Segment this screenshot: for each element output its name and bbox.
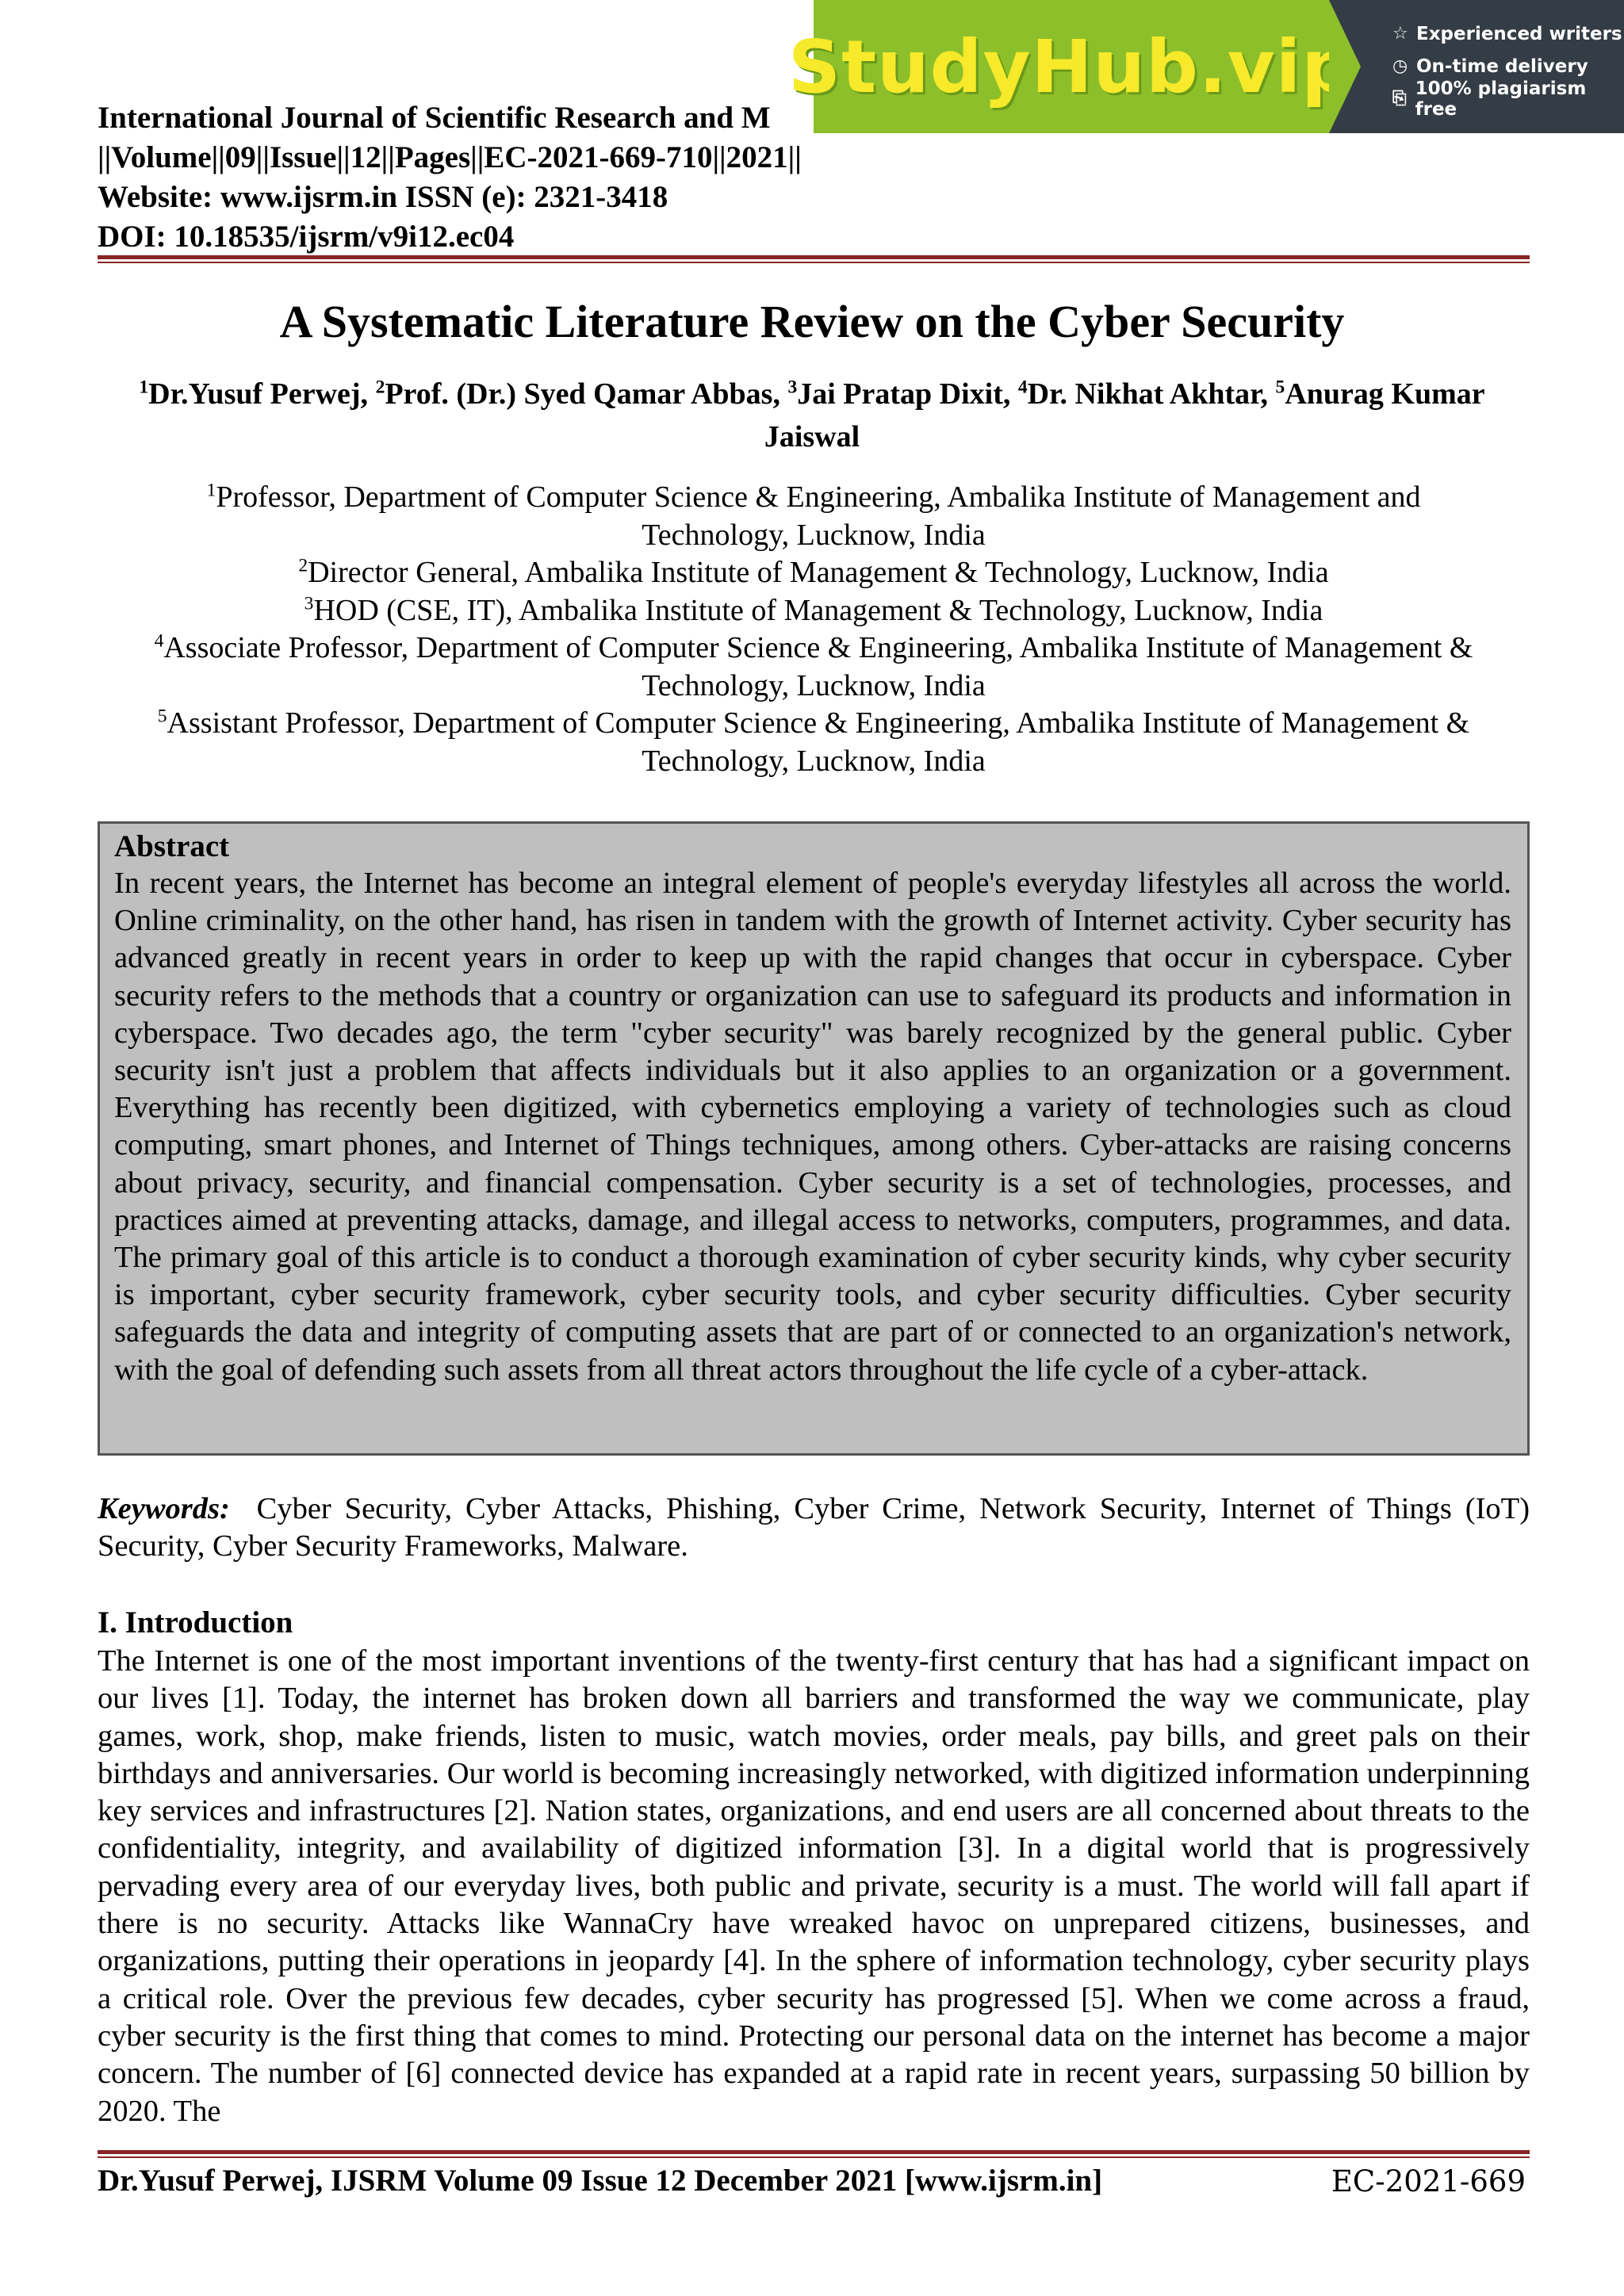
introduction-paragraph: The Internet is one of the most important inventions of the twenty-first century that has had a significant impact on our lives [1]. Today, the internet has broken down all barriers and transformed the way we communicate, play games, work, shop, make friends, listen to music, watch movies, order meals, pay bills, and greet pals on their birthdays and anniversaries. Our world is becoming increasingly networked, with digitized information underpinning key services and infrastructures [2]. Nation states, organizations, and end users are all concerned about threats to the confidentiality, integrity, and availability of digitized information [3]. In a digital world that is progressively pervading every area of our everyday lives, both public and private, security is a must. The world will fall apart if there is no security. Attacks like WannaCry have wreaked havoc on unprepared citizens, businesses, and organizations, putting their operations in jeopardy [4]. In the sphere of information technology, cyber security plays a critical role. Over the previous few decades, cyber security has progressed [5]. When we come across a fraud, cyber security is the first thing that comes to mind. Protecting our personal data on the internet has become a major concern. The number of [6] connected device has expanded at a rapid rate in recent years, surpassing 50 billion by 2020. The xyxy=(98,1644,1530,2128)
affiliation-text: Director General, Ambalika Institute of Management & Technology, Lucknow, India xyxy=(308,556,1329,589)
journal-doi: DOI: 10.18535/ijsrm/v9i12.ec04 xyxy=(98,220,515,254)
banner-feature-label: Experienced writers xyxy=(1416,23,1622,44)
banner-chevron xyxy=(1329,0,1361,133)
banner-feature xyxy=(1392,78,1624,120)
journal-website: Website: www.ijsrm.in ISSN (e): 2321-3418 xyxy=(98,180,668,214)
affiliation xyxy=(98,705,1530,780)
footer-rule xyxy=(98,2150,1530,2154)
journal-volume: ||Volume||09||Issue||12||Pages||EC-2021-669-710||2021|| xyxy=(98,140,802,174)
studyhub-logo[interactable] xyxy=(787,0,1355,133)
author-name: Dr.Yusuf Perwej, xyxy=(148,377,376,411)
introduction-body xyxy=(98,1643,1530,2130)
footer-page-id: EC-2021-669 xyxy=(1331,2164,1526,2198)
banner-feature-label: On-time delivery xyxy=(1416,55,1588,77)
author-name: Anurag Kumar Jaiswal xyxy=(764,377,1485,453)
keywords-label: Keywords: xyxy=(98,1492,230,1525)
author-number: 1 xyxy=(139,377,149,398)
author-name: Prof. (Dr.) Syed Qamar Abbas, xyxy=(385,377,788,411)
author-number: 3 xyxy=(787,377,798,398)
author-name: Dr. Nikhat Akhtar, xyxy=(1027,377,1276,411)
affiliation-number: 1 xyxy=(206,480,216,501)
studyhub-banner[interactable] xyxy=(787,0,1624,133)
affiliation-list xyxy=(98,479,1530,780)
banner-feature-label: 100% plagiarism free xyxy=(1415,78,1587,120)
author-number: 4 xyxy=(1017,377,1028,398)
keywords-text: Cyber Security, Cyber Attacks, Phishing, Cyber Crime, Network Security, Internet of Things (IoT) Security, Cyber Security Frameworks, Malware. xyxy=(98,1492,1530,1563)
section-heading: I. Introduction xyxy=(98,1605,293,1640)
paper-title: A Systematic Literature Review on the Cyber Security xyxy=(279,296,1345,347)
affiliation-number: 3 xyxy=(304,592,314,614)
affiliation-number: 2 xyxy=(298,555,308,576)
keywords xyxy=(98,1490,1530,1565)
author-list xyxy=(111,373,1513,458)
affiliation xyxy=(98,629,1530,705)
footer-citation: Dr.Yusuf Perwej, IJSRM Volume 09 Issue 12 December 2021 [www.ijsrm.in] xyxy=(98,2164,1103,2198)
abstract-heading: Abstract xyxy=(114,829,230,863)
affiliation-number: 5 xyxy=(157,706,167,727)
header-rule xyxy=(98,255,1530,259)
abstract-box xyxy=(98,821,1530,1456)
affiliation-text: Professor, Department of Computer Science & Engineering, Ambalika Institute of Management and Technology, Lucknow, India xyxy=(216,480,1421,552)
affiliation xyxy=(98,554,1530,592)
clock-icon: ◷ xyxy=(1392,56,1408,76)
document-icon: ⎘ xyxy=(1392,89,1407,109)
journal-header xyxy=(98,98,802,257)
abstract-body: In recent years, the Internet has become an integral element of people's everyday lifestyles all across the world. Online criminality, on the other hand, has risen in tandem with the growth of Internet activity. Cyber security has advanced greatly in recent years in order to keep up with the rapid changes that occur in cyberspace. Cyber security refers to the methods that a country or organization can use to safeguard its products and information in cyberspace. Two decades ago, the term "cyber security" was barely recognized by the general public. Cyber security isn't just a problem that affects individuals but it also applies to an organization or a government. Everything has recently been digitized, with cybernetics employing a variety of technologies such as cloud computing, smart phones, and Internet of Things techniques, among others. Cyber-attacks are raising concerns about privacy, security, and financial compensation. Cyber security is a set of technologies, processes, and practices aimed at preventing attacks, damage, and illegal access to networks, computers, programmes, and data. The primary goal of this article is to conduct a thorough examination of cyber security kinds, why cyber security is important, cyber security framework, cyber security tools, and cyber security difficulties. Cyber security safeguards the data and integrity of computing assets that are part of or connected to an organization's network, with the goal of defending such assets from all threat actors throughout the life cycle of a cyber-attack. xyxy=(114,867,1511,1387)
footer-rule-thin xyxy=(98,2156,1530,2158)
affiliation xyxy=(98,592,1530,630)
affiliation-text: Associate Professor, Department of Computer Science & Engineering, Ambalika Institute of Management & Technology, Lucknow, India xyxy=(163,631,1473,702)
banner-features xyxy=(1329,0,1624,133)
star-icon: ☆ xyxy=(1392,24,1408,44)
affiliation xyxy=(98,479,1530,554)
author-number: 5 xyxy=(1275,377,1285,398)
author-number: 2 xyxy=(375,377,385,398)
header-rule-thin xyxy=(98,262,1530,263)
author-name: Jai Pratap Dixit, xyxy=(797,377,1018,411)
affiliation-number: 4 xyxy=(154,630,164,652)
journal-name: International Journal of Scientific Research and M xyxy=(98,101,771,135)
studyhub-logo-text: StudyHub.vip xyxy=(787,24,1355,109)
banner-feature xyxy=(1392,17,1624,50)
affiliation-text: Assistant Professor, Department of Computer Science & Engineering, Ambalika Institute of Management & Technology, Lucknow, India xyxy=(167,706,1470,778)
affiliation-text: HOD (CSE, IT), Ambalika Institute of Management & Technology, Lucknow, India xyxy=(313,593,1323,627)
